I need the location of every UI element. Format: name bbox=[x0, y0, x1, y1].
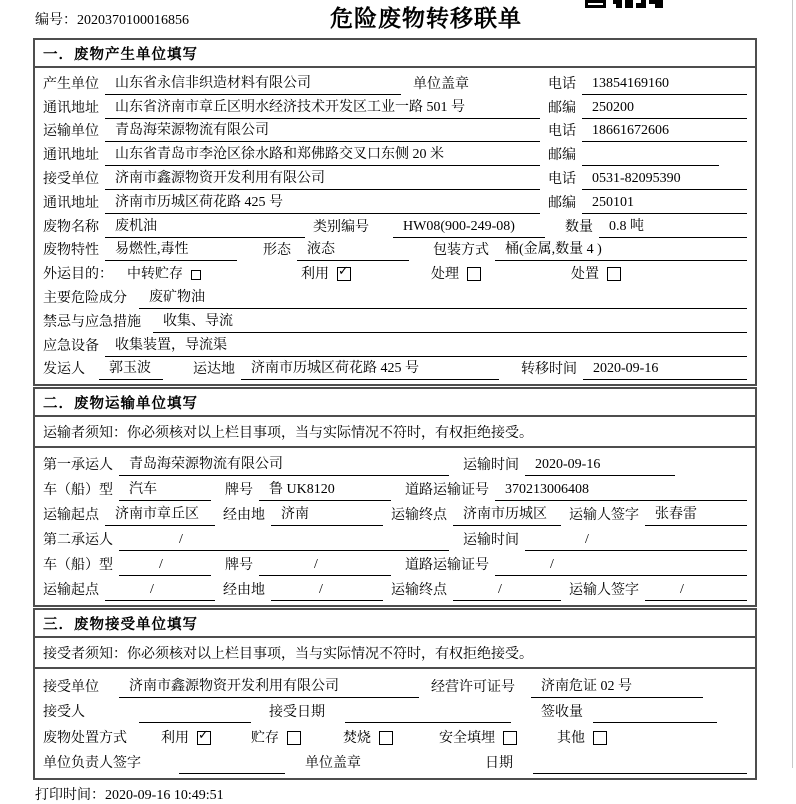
responsible-signature-label: 单位负责人签字 bbox=[43, 756, 141, 772]
purpose-option-transit-storage-checkbox bbox=[191, 270, 201, 280]
disposal-option-storage-checkbox bbox=[287, 731, 301, 745]
print-time bbox=[35, 784, 796, 804]
responsible-signature-value bbox=[179, 757, 285, 774]
transporter-signature-label: 运输人签字 bbox=[569, 508, 639, 524]
receiver-label: 接受单位 bbox=[43, 171, 99, 187]
transport-time-value: / bbox=[525, 532, 747, 551]
plate-number-label: 牌号 bbox=[225, 483, 253, 499]
transporter-signature-value: / bbox=[645, 582, 747, 601]
row-first-carrier bbox=[43, 451, 747, 476]
disposal-option-other bbox=[557, 727, 607, 749]
purpose-option-treat-checkbox bbox=[467, 267, 481, 281]
date-label: 日期 bbox=[485, 756, 513, 772]
received-quantity-label: 签收量 bbox=[541, 705, 583, 721]
road-permit-label: 道路运输证号 bbox=[405, 483, 489, 499]
purpose-option-dispose-label: 处置 bbox=[571, 267, 599, 283]
transport-time-value: 2020-09-16 bbox=[525, 457, 675, 476]
packaging-value: 桶(金属,数量 4 ) bbox=[495, 238, 747, 261]
address-label: 通讯地址 bbox=[43, 148, 99, 164]
purpose-option-use-label: 利用 bbox=[301, 267, 329, 283]
category-code-value: HW08(900-249-08) bbox=[393, 219, 545, 238]
producer-label: 产生单位 bbox=[43, 76, 99, 92]
receiver-notice: 接受者须知：你必须核对以上栏目事项，当与实际情况不符时，有权拒绝接受。 bbox=[35, 638, 755, 669]
address-value: 济南市历城区荷花路 425 号 bbox=[105, 191, 540, 214]
business-permit-label: 经营许可证号 bbox=[431, 679, 515, 695]
plate-number-label: 牌号 bbox=[225, 558, 253, 574]
plate-number-value: 鲁 UK8120 bbox=[259, 478, 391, 501]
disposal-option-landfill-checkbox bbox=[503, 731, 517, 745]
transporter-label: 运输单位 bbox=[43, 124, 99, 140]
purpose-option-transit-storage-label: 中转贮存 bbox=[127, 267, 183, 283]
section-producer-title: 一．废物产生单位填写 bbox=[35, 40, 755, 68]
form-label: 形态 bbox=[263, 243, 291, 259]
category-code-label: 类别编号 bbox=[313, 219, 369, 235]
via-label: 经由地 bbox=[223, 508, 265, 524]
address-label: 通讯地址 bbox=[43, 195, 99, 211]
phone-label: 电话 bbox=[548, 124, 576, 140]
via-value: / bbox=[271, 582, 383, 601]
disposal-option-other-checkbox bbox=[593, 731, 607, 745]
phone-value: 18661672606 bbox=[582, 123, 747, 142]
waste-character-value: 易燃性,毒性 bbox=[105, 238, 237, 261]
waste-character-label: 废物特性 bbox=[43, 243, 99, 259]
row-route-1 bbox=[43, 501, 747, 526]
quantity-value: 0.8 吨 bbox=[599, 215, 747, 238]
unit-seal-label: 单位盖章 bbox=[413, 76, 469, 92]
print-time-value: 2020-09-16 10:49:51 bbox=[105, 788, 224, 804]
print-time-label: 打印时间： bbox=[35, 788, 105, 804]
row-second-carrier bbox=[43, 526, 747, 551]
row-responsible-signature bbox=[43, 749, 747, 775]
address-label: 通讯地址 bbox=[43, 100, 99, 116]
document-number bbox=[35, 9, 189, 29]
transport-origin-value: / bbox=[105, 582, 215, 601]
second-carrier-value: / bbox=[119, 532, 449, 551]
row-waste-name bbox=[43, 214, 747, 238]
qr-code-fragment-icon bbox=[585, 0, 663, 10]
disposal-option-use-checkbox bbox=[197, 731, 211, 745]
disposal-method-label: 废物处置方式 bbox=[43, 730, 127, 746]
document-title: 危险废物转移联单 bbox=[330, 5, 522, 31]
row-vehicle-2 bbox=[43, 551, 747, 576]
address-value: 山东省济南市章丘区明水经济技术开发区工业一路 501 号 bbox=[105, 96, 540, 119]
purpose-option-dispose bbox=[571, 263, 621, 285]
row-disposal-method bbox=[43, 723, 747, 749]
transport-time-label: 运输时间 bbox=[463, 458, 519, 474]
address-value: 山东省青岛市李沧区徐水路和郑佛路交叉口东侧 20 米 bbox=[105, 143, 540, 166]
producer-value: 山东省永信非织造材料有限公司 bbox=[105, 72, 401, 95]
row-receiving-unit bbox=[43, 672, 747, 698]
section-producer bbox=[33, 38, 757, 386]
purpose-option-dispose-checkbox bbox=[607, 267, 621, 281]
destination-label: 运达地 bbox=[193, 362, 235, 378]
first-carrier-value: 青岛海荣源物流有限公司 bbox=[119, 453, 449, 476]
document-number-value: 2020370100016856 bbox=[77, 13, 189, 28]
receiving-unit-label: 接受单位 bbox=[43, 679, 99, 695]
shipper-label: 发运人 bbox=[43, 362, 85, 378]
row-receiver bbox=[43, 166, 747, 190]
quantity-label: 数量 bbox=[565, 219, 593, 235]
date-value bbox=[533, 757, 747, 774]
transport-origin-value: 济南市章丘区 bbox=[105, 503, 215, 526]
transporter-notice: 运输者须知：你必须核对以上栏目事项，当与实际情况不符时，有权拒绝接受。 bbox=[35, 417, 755, 448]
waste-name-value: 废机油 bbox=[105, 215, 305, 238]
via-value: 济南 bbox=[271, 503, 383, 526]
section-transporter bbox=[33, 387, 757, 607]
purpose-option-treat-label: 处理 bbox=[431, 267, 459, 283]
transporter-signature-value: 张春雷 bbox=[645, 503, 747, 526]
vehicle-type-label: 车（船）型 bbox=[43, 558, 113, 574]
transport-terminus-value: 济南市历城区 bbox=[453, 503, 561, 526]
destination-value: 济南市历城区荷花路 425 号 bbox=[241, 357, 499, 380]
emergency-equipment-value: 收集装置，导流渠 bbox=[105, 334, 747, 357]
row-emergency-equipment bbox=[43, 333, 747, 357]
emergency-measures-label: 禁忌与应急措施 bbox=[43, 314, 141, 330]
disposal-option-incineration-label: 焚烧 bbox=[343, 730, 371, 746]
road-permit-value: 370213006408 bbox=[495, 482, 747, 501]
disposal-option-storage bbox=[251, 727, 301, 749]
zip-value bbox=[582, 149, 719, 166]
transport-terminus-label: 运输终点 bbox=[391, 508, 447, 524]
shipper-value: 郭玉波 bbox=[99, 357, 163, 380]
emergency-measures-value: 收集、导流 bbox=[153, 310, 747, 333]
accept-date-label: 接受日期 bbox=[269, 705, 325, 721]
receiver-value: 济南市鑫源物资开发利用有限公司 bbox=[105, 167, 540, 190]
unit-seal-label: 单位盖章 bbox=[305, 756, 361, 772]
row-waste-character bbox=[43, 238, 747, 262]
emergency-equipment-label: 应急设备 bbox=[43, 338, 99, 354]
hazard-component-value: 废矿物油 bbox=[139, 286, 747, 309]
page-edge-line bbox=[792, 0, 793, 768]
purpose-option-use bbox=[301, 263, 351, 285]
transport-origin-label: 运输起点 bbox=[43, 508, 99, 524]
disposal-option-storage-label: 贮存 bbox=[251, 730, 279, 746]
row-transfer-purpose bbox=[43, 261, 747, 285]
row-emergency-measures bbox=[43, 309, 747, 333]
disposal-option-incineration-checkbox bbox=[379, 731, 393, 745]
transporter-value: 青岛海荣源物流有限公司 bbox=[105, 119, 540, 142]
section-receiver bbox=[33, 608, 757, 780]
zip-label: 邮编 bbox=[548, 148, 576, 164]
purpose-option-use-checkbox bbox=[337, 267, 351, 281]
document-number-label: 编号： bbox=[35, 13, 77, 28]
disposal-option-landfill-label: 安全填埋 bbox=[439, 730, 495, 746]
row-route-2 bbox=[43, 576, 747, 601]
received-quantity-value bbox=[593, 706, 717, 723]
plate-number-value: / bbox=[259, 557, 391, 576]
purpose-option-transit-storage bbox=[127, 263, 201, 285]
transport-origin-label: 运输起点 bbox=[43, 583, 99, 599]
row-hazard-component bbox=[43, 285, 747, 309]
phone-label: 电话 bbox=[548, 76, 576, 92]
row-shipper bbox=[43, 357, 747, 381]
business-permit-value: 济南危证 02 号 bbox=[531, 675, 703, 698]
hazard-component-label: 主要危险成分 bbox=[43, 290, 127, 306]
disposal-option-other-label: 其他 bbox=[557, 730, 585, 746]
acceptor-label: 接受人 bbox=[43, 705, 85, 721]
zip-value: 250101 bbox=[582, 195, 747, 214]
second-carrier-label: 第二承运人 bbox=[43, 533, 113, 549]
transport-terminus-value: / bbox=[453, 582, 561, 601]
transporter-signature-label: 运输人签字 bbox=[569, 583, 639, 599]
manifest-document bbox=[33, 0, 757, 780]
packaging-label: 包装方式 bbox=[433, 243, 489, 259]
section-transporter-title: 二．废物运输单位填写 bbox=[35, 389, 755, 417]
row-producer-address bbox=[43, 95, 747, 119]
vehicle-type-value: 汽车 bbox=[119, 478, 211, 501]
accept-date-value bbox=[345, 706, 511, 723]
transfer-time-label: 转移时间 bbox=[521, 362, 577, 378]
phone-value: 13854169160 bbox=[582, 76, 747, 95]
section-receiver-title: 三．废物接受单位填写 bbox=[35, 610, 755, 638]
transport-terminus-label: 运输终点 bbox=[391, 583, 447, 599]
purpose-option-treat bbox=[431, 263, 481, 285]
transfer-purpose-label: 外运目的： bbox=[43, 267, 113, 283]
phone-label: 电话 bbox=[548, 171, 576, 187]
zip-label: 邮编 bbox=[548, 195, 576, 211]
disposal-option-landfill bbox=[439, 727, 517, 749]
road-permit-value: / bbox=[495, 557, 747, 576]
zip-value: 250200 bbox=[582, 100, 747, 119]
row-transporter-address bbox=[43, 142, 747, 166]
transport-time-label: 运输时间 bbox=[463, 533, 519, 549]
via-label: 经由地 bbox=[223, 583, 265, 599]
row-transporter bbox=[43, 119, 747, 143]
acceptor-value bbox=[139, 706, 251, 723]
row-producer bbox=[43, 71, 747, 95]
transfer-time-value: 2020-09-16 bbox=[583, 361, 747, 380]
row-receiver-address bbox=[43, 190, 747, 214]
zip-label: 邮编 bbox=[548, 100, 576, 116]
document-header bbox=[33, 0, 757, 38]
disposal-option-use-label: 利用 bbox=[161, 730, 189, 746]
disposal-option-incineration bbox=[343, 727, 393, 749]
form-value: 液态 bbox=[297, 238, 409, 261]
row-vehicle-1 bbox=[43, 476, 747, 501]
row-acceptor bbox=[43, 698, 747, 724]
vehicle-type-value: / bbox=[119, 557, 211, 576]
phone-value: 0531-82095390 bbox=[582, 171, 747, 190]
first-carrier-label: 第一承运人 bbox=[43, 458, 113, 474]
vehicle-type-label: 车（船）型 bbox=[43, 483, 113, 499]
receiving-unit-value: 济南市鑫源物资开发利用有限公司 bbox=[119, 675, 419, 698]
waste-name-label: 废物名称 bbox=[43, 219, 99, 235]
road-permit-label: 道路运输证号 bbox=[405, 558, 489, 574]
disposal-option-use bbox=[161, 727, 211, 749]
